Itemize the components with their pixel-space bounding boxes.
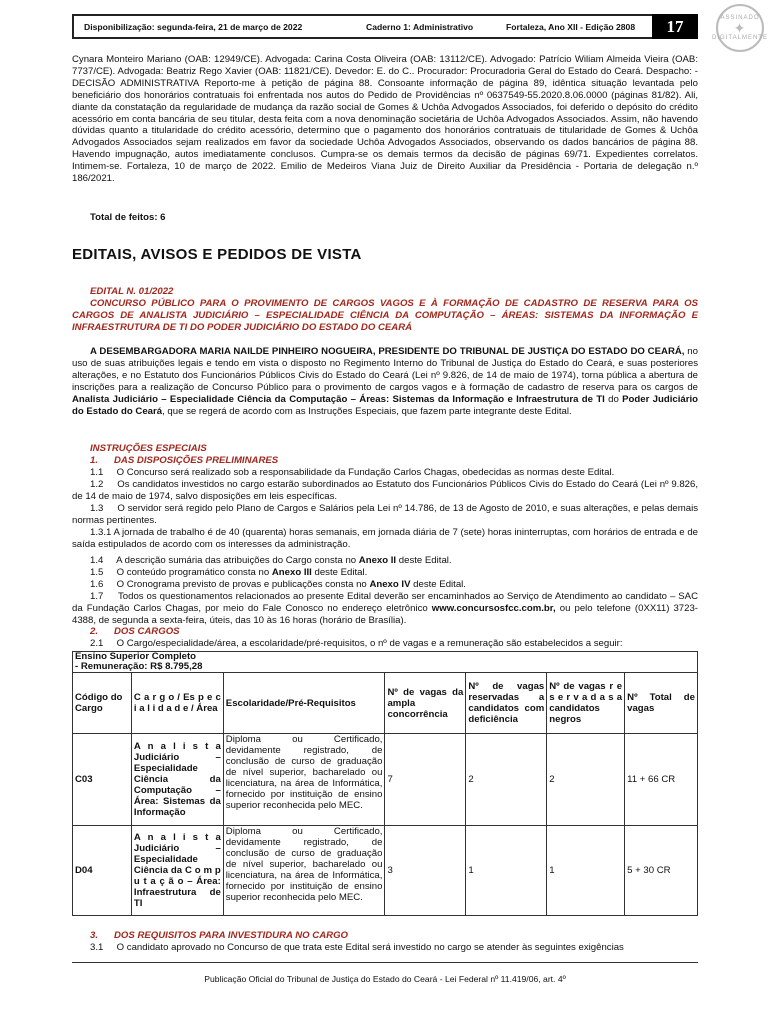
item-1-5-a: 1.5 O conteúdo programático consta no [90,567,272,578]
row-code: C03 [73,734,132,826]
footer-divider [72,962,698,963]
row-cargo: A n a l i s t a Judiciário – Especialidade Ciência da C o m p u t a ç ã o – Área: Infraestrutura de TI [131,826,223,916]
page-footer: Publicação Oficial do Tribunal de Justiça do Estado do Ceará - Lei Federal nº 11.419/06, art. 4º [204,974,566,984]
row-escolaridade: Diploma ou Certificado, devidamente registrado, de conclusão de curso de graduação de nível superior, bacharelado ou licenciatura, na área de Informática, fornecido por instituição de ensino superior reconhecida pelo MEC. [223,734,385,826]
digital-signature-seal [712,4,768,52]
preamble-lead: A DESEMBARGADORA MARIA NAILDE PINHEIRO NOGUEIRA, PRESIDENTE DO TRIBUNAL DE JUSTIÇA DO ESTADO DO CEARÁ, [90,346,685,357]
section1-heading [90,455,490,467]
row-escolaridade: Diploma ou Certificado, devidamente registrado, de conclusão de curso de graduação de nível superior, bacharelado ou licenciatura, na área de Informática, fornecido por instituição de ensino superior reconhecida pelo MEC. [223,826,385,916]
section-name: Caderno 1: Administrativo [366,21,474,32]
preamble-paragraph [72,346,698,417]
item-1-4-annex: Anexo II [358,555,397,566]
edital-subject [72,298,698,334]
preamble-text-2: do [604,393,623,405]
seal-top-text: ASSINADO [720,15,760,21]
item-1-5-c: deste Edital. [311,567,368,578]
group-salary: - Remuneração: R$ 8.795,28 [75,661,203,672]
item-1-5 [72,567,698,579]
section2-heading-text: 2. DOS CARGOS [90,626,180,637]
row-ampla: 3 [385,826,466,916]
instructions-heading [90,443,490,455]
publication-date: Disponibilização: segunda-feira, 21 de março de 2022 [84,21,303,32]
section2-heading [90,626,490,638]
item-1-6-a: 1.6 O Cronograma previsto de provas e publicações consta no [90,579,370,590]
instructions-heading-text: INSTRUÇÕES ESPECIAIS [90,443,207,454]
row-total: 11 + 66 CR [625,734,698,826]
section3-heading [90,930,590,942]
star-icon: ✦ [733,20,747,36]
section1-heading-text: 1. DAS DISPOSIÇÕES PRELIMINARES [90,455,279,466]
preamble-text-3: , que se regerá de acordo com as Instruções Especiais, que fazem parte integrante deste Edital. [162,405,572,417]
header-escolaridade: Escolaridade/Pré-Requisitos [223,673,385,734]
table-row [73,734,698,826]
preamble-org: Poder Judiciário do Estado do Ceará [72,393,698,417]
item-1-7 [72,591,701,627]
row-code: D04 [73,826,132,916]
item-2-1: 2.1 O Cargo/especialidade/área, a escolaridade/pré-requisitos, o nº de vagas e a remuneração são estabelecidos a seguir: [90,638,623,649]
row-deficiencia: 2 [466,734,547,826]
item-1-3: 1.3 O servidor será regido pelo Plano de Cargos e Salários pela Lei nº 14.786, de 13 de Agosto de 2010, e suas alterações, e pelas demais normas pertinentes. [72,503,701,526]
cargos-table [72,651,698,916]
page-number: 17 [652,14,698,39]
row-negros: 2 [547,734,625,826]
item-1-7-a: 1.7 Todos os questionamentos relacionados ao presente Edital deverão ser encaminhados ao Serviço de Atendimento ao candidato – SAC da Fundação Carlos Chagas, por meio do Fale Conosco no endereço eletrônico [72,591,701,614]
row-deficiencia: 1 [466,826,547,916]
table-header-row [73,673,698,734]
item-1-6 [72,579,698,591]
table-row [73,826,698,916]
item-1-4-a: 1.4 A descrição sumária das atribuições do Cargo consta no [90,555,359,566]
edital-number [90,286,390,298]
item-1-4 [72,555,698,567]
intro-paragraph: Cynara Monteiro Mariano (OAB: 12949/CE). Advogada: Carina Costa Oliveira (OAB: 13112/CE). Advogado: Patrício Wiliam Almeida Vieira (OAB: 7737/CE). Advogada: Beatriz Rego Xavier (OAB: 11821/CE). Devedor: E. do C.. Procurador: Procuradoria Geral do Estado do Ceará. Despacho: - DECISÃO ADMINISTRATIVA Reporto-me à petição de página 88. Consoante informação de página 89, idêntica situação levantada pelo beneficiário dos honorários contratuais foi enfrentada nos autos do Pedido de Providências nº 0637549-55.2020.8.06.0000 (páginas 81/82). Ali, diante da constatação da regularidade de mudança da razão social de Gomes & Uchôa Advogados Associados, foi deferido o depósito do crédito acessório em conta bancária de seu titular, desta feita com a nova denominação societária de Uchôa Advogados Associados. Assim, não havendo dúvidas quanto a titularidade do crédito acessório, determino que o pagamento dos honorários contratuais de titularidade de Gomes & Uchôa Advogados Associados sejam realizados em favor da sociedade Uchôa Advogados Associados, observando os dados bancários de página 88. Havendo impugnação, autos imediatamente conclusos. Cumpra-se os demais termos da decisão de páginas 69/71. Expedientes correlatos. Intimem-se. Fortaleza, 10 de março de 2022. Emilio de Medeiros Viana Juiz de Direito Auxiliar da Presidência - Portaria de delegação n.º 186/2021. [72,54,698,185]
header-cargo: C a r g o / Es p e c i a l i d a d e / Área [131,673,223,734]
header-code: Código do Cargo [73,673,132,734]
edital-number-text: EDITAL N. 01/2022 [90,286,174,297]
table-group-row [73,652,698,673]
item-1-2: 1.2 Os candidatos investidos no cargo estarão subordinados ao Estatuto dos Funcionários Públicos Civis do Estado do Ceará (Lei nº 9.826, de 14 de maio de 1974, salvo disposições em leis específicas. [72,479,701,502]
header-total: Nº Total de vagas [625,673,698,734]
row-negros: 1 [547,826,625,916]
seal-bottom-text: DIGITALMENTE [712,35,768,41]
header-negros: Nº de vagas r e s e r v a d a s a candidatos negros [547,673,625,734]
item-3-1: 3.1 O candidato aprovado no Concurso de que trata este Edital será investido no cargo se atender às seguintes exigências [90,942,624,953]
item-1-5-annex: Anexo III [271,567,312,578]
sac-website-link: www.concursosfcc.com.br, [431,602,556,614]
edital-subject-text: CONCURSO PÚBLICO PARA O PROVIMENTO DE CARGOS VAGOS E À FORMAÇÃO DE CADASTRO DE RESERVA PARA OS CARGOS DE ANALISTA JUDICIÁRIO – ESPECIALIDADE CIÊNCIA DA COMPUTAÇÃO – ÁREAS: SISTEMAS DA INFORMAÇÃO E INFRAESTRUTURA DE TI DO PODER JUDICIÁRIO DO ESTADO DO CEARÁ [72,298,698,333]
row-total: 5 + 30 CR [625,826,698,916]
preamble-role: Analista Judiciário – Especialidade Ciência da Computação – Áreas: Sistemas da Informação e Infraestrutura de TI [72,393,605,405]
page-header [72,14,698,39]
item-1-3-1: 1.3.1 A jornada de trabalho é de 40 (quarenta) horas semanais, em jornada diária de 7 (sete) horas ininterruptas, com horários de entrada e de saída estipulados de acordo com os interesses da administração. [72,527,698,550]
header-ampla: Nº de vagas da ampla concorrência [385,673,466,734]
total-feitos: Total de feitos: 6 [90,212,166,223]
section3-heading-text: 3. DOS REQUISITOS PARA INVESTIDURA NO CARGO [90,930,348,941]
preamble-text-1: no uso de suas atribuições legais e tendo em vista o disposto no Regimento Interno do Tribunal de Justiça do Estado do Ceará, e suas posteriores alterações, e no Estatuto dos Funcionários Públicos Civis do Estado do Ceará (Lei nº 9.826, de 14 de maio de 1974), torna pública a abertura de inscrições para a realização de Concurso Público para o provimento de cargos vagos e à formação de cadastro de reserva para os cargos de [72,346,698,393]
row-cargo: A n a l i s t a Judiciário – Especialidade Ciência da Computação – Área: Sistemas da Informação [131,734,223,826]
item-1-7-c: ou pelo telefone (0XX11) 3723-4388, de segunda a sexta-feira, úteis, das 10 às 16 horas (horário de Brasília). [72,602,698,626]
group-level: Ensino Superior Completo [75,651,196,662]
item-1-1: 1.1 O Concurso será realizado sob a responsabilidade da Fundação Carlos Chagas, obedecidas as normas deste Edital. [90,467,615,478]
item-1-4-c: deste Edital. [396,555,452,566]
table-group-cell [73,652,698,673]
item-1-6-annex: Anexo IV [369,579,411,590]
edition-info: Fortaleza, Ano XII - Edição 2808 [506,21,636,32]
item-1-6-c: deste Edital. [410,579,466,590]
header-deficiencia: Nº de vagas reservadas a candidatos com deficiência [466,673,547,734]
section-title: EDITAIS, AVISOS E PEDIDOS DE VISTA [72,246,362,263]
row-ampla: 7 [385,734,466,826]
